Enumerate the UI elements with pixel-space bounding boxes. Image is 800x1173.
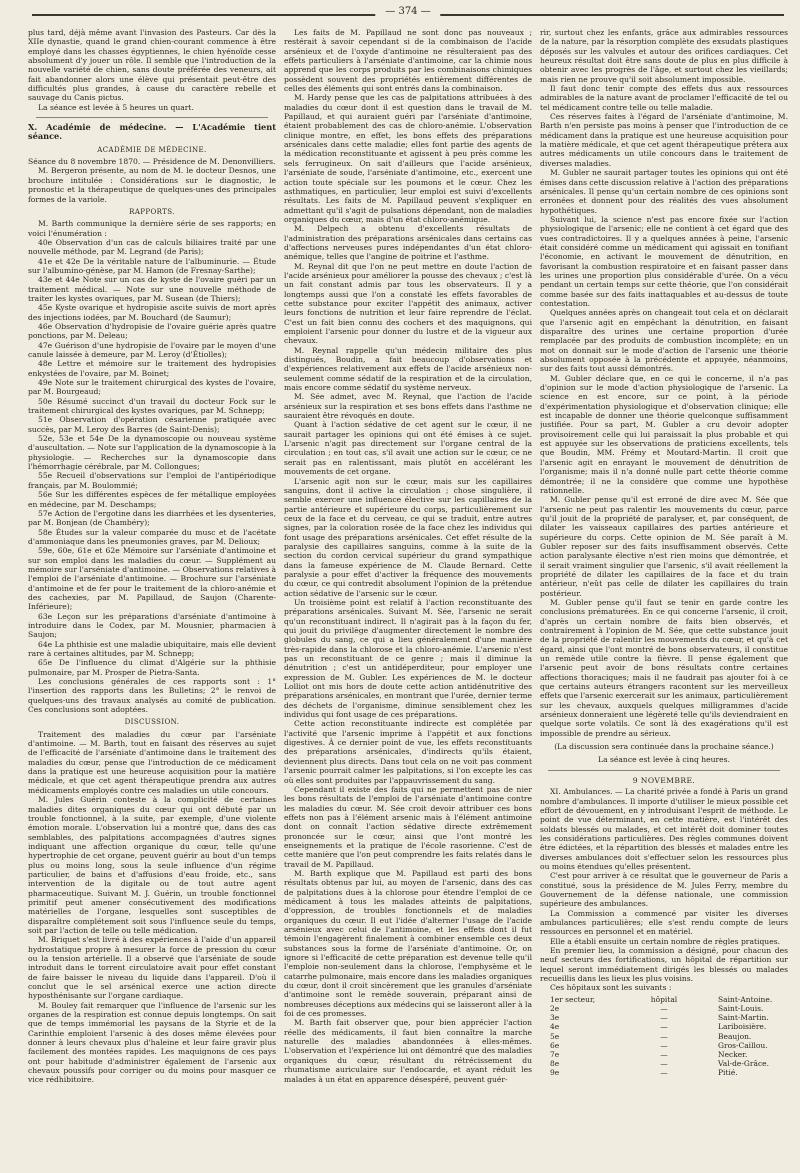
report-item: 65e De l'influence du climat d'Algérie sur la phthisie pulmonaire, par M. Prosper de Pietra-Santa. (28, 658, 276, 677)
hospital-row (550, 1004, 788, 1013)
sector: 4e (550, 1022, 560, 1032)
type: — (660, 1068, 668, 1078)
column-3 (540, 28, 788, 1168)
paragraph: Les faits de M. Papillaud ne sont donc pas nouveaux ; restérait à savoir cependant si de la combinaison de l'acide arsénieux et de l'oxyde d'antimoine ne résulteraient pas des effets particuliers à l'arséniate d'antimoine, car la chimie nous apprend que les corps produits par les combinaisons chimiques possèdent souvent des propriétés entièrement différentes de celles des éléments qui sont entrés dans la combinaison. (284, 28, 532, 94)
paragraph: M. Gubler pense qu'il est erroné de dire avec M. Sée que l'arsenic ne peut pas ralentir les mouvements du cœur, parce qu'il jouit de la propriété de paralyser, et, par conséquent, de dilater les vaisseaux capillaires des parties antérieure et supérieure du corps. Cette opinion de M. Sée paraît à M. Gubler reposer sur des faits insuffisamment observés. Cette action paralysante élective n'est rien moins que démontrée, et il serait vraiment singulier que l'arsenic, s'il avait réellement la propriété de dilater les capillaires de la face et du train antérieur, n'eût pas celle de dilater les capillaires du train postérieur. (540, 495, 788, 598)
hospital-name: Saint-Martin. (718, 1013, 769, 1023)
paragraph: M. Briquet s'est livré à des expériences à l'aide d'un appareil hydrostatique propre à mesurer la force de pression du cœur ou la tension artérielle. Il a observé que l'arséniate de soude introduit dans le torrent circulatoire avait pour effet constant de faire baisser le niveau du liquide dans l'appareil. D'où il conclut que le sel arsénical exerce une action directe hyposthénisante sur l'organe cardiaque. (28, 935, 276, 1001)
hospital-row (550, 1059, 788, 1068)
hospital-row (550, 1068, 788, 1077)
paragraph: Les conclusions générales de ces rapports sont : 1° l'insertion des rapports dans les Bulletins; 2° le renvoi de quelques-uns des travaux analysés au comité de publication. Ces conclusions sont adoptées. (28, 677, 276, 715)
paragraph: La séance est levée à 5 heures un quart. (38, 102, 194, 112)
type: — (660, 1013, 668, 1023)
paragraph: La séance est levée à cinq heures. (598, 755, 730, 765)
report-item: 48e Lettre et mémoire sur le traitement des hydropisies enkystées de l'ovaire, par M. Boinet; (28, 359, 276, 378)
report-item: 41e et 42e De la véritable nature de l'albuminurie. — Étude sur l'albumino-génèse, par M. Hamon (de Fresnay-Sarthe); (28, 256, 276, 275)
report-item: 52e, 53e et 54e De la dynamoscopie ou nouveau système d'auscultation. — Note sur l'application de la dynamoscopie à la physiologie. — Recherches sur la dynamoscopie dans l'hémorrhagie cérébrale, par M. Collongues; (28, 434, 276, 472)
type: — (660, 1049, 668, 1059)
hospital-row (550, 1022, 788, 1031)
column-2 (284, 28, 532, 1168)
hospital-name: Necker. (718, 1049, 748, 1059)
paragraph: Ces hôpitaux sont les suivants : (550, 983, 672, 993)
paragraph: M. Reynal rappelle qu'un médecin militaire des plus distingués, Boudin, a fait beaucoup d'observations et d'expériences relativement aux effets de l'acide arsénieux non-seulement comme sédatif de la respiration et de la circulation, mais encore comme sédatif du système nerveux. (284, 345, 532, 393)
paragraph: rir, surtout chez les enfants, grâce aux admirables ressources de la nature, par la résorption complète des exsudats plastiques déposés sur les valvules et autour des orifices cardiaques. Cet heureux résultat doit être sans doute de plus en plus difficile à obtenir avec les progrès de l'âge, et surtout chez les vieillards; mais rien ne prouve qu'il soit absolument impossible. (540, 28, 788, 84)
hospital-name: Saint-Louis. (718, 1003, 764, 1013)
paragraph: M. Barth explique que M. Papillaud est parti des bons résultats obtenus par lui, au moyen de l'arsenic, dans des cas de palpitations dues à la chlorose pour étendre l'emploi de ce médicament à tous les malades atteints de palpitations, d'oppression, de troubles fonctionnels et de maladies organiques du cœur. Il eut l'idée d'alterner l'usage de l'acide arsénieux avec celui de l'antimoine, et les effets dont il fut témoin l'engagèrent finalement à combiner ensemble ces deux substances sous la forme de l'arséniate d'antimoine. Or, on ignore si l'efficacité de cette préparation est devenue telle qu'il l'emploie non-seulement dans la chlorose, l'emphysème et le catarrhe pulmonaire, mais encore dans les maladies organiques du cœur, dont il croit sincèrement que les granules d'arséniate d'antimoine sont le remède souverain, préparant ainsi de nombreuses déceptions aux médecins qui se laisseront aller à la foi de ces promesses. (284, 868, 532, 1019)
paragraph: Elle a établi ensuite un certain nombre de règles pratiques. (550, 936, 781, 946)
paragraph: M. Gubler ne saurait partager toutes les opinions qui ont été émises dans cette discussion relative à l'action des préparations arsénicales. Il pense qu'un certain nombre de ces opinions sont erronées et donnent pour des réalités des vues absolument hypothétiques. (540, 168, 788, 215)
hospital-row (550, 1013, 788, 1022)
report-item: 45e Kyste ovarique et hydropisie ascite suivis de mort après des injections iodées, par M. Bouchard (de Saumur); (28, 303, 276, 322)
sector: 7e (550, 1049, 560, 1059)
type: — (660, 1003, 668, 1013)
divider (36, 117, 268, 118)
paragraph: M. Gubler déclare que, en ce qui le concerne, il n'a pas d'opinion sur le mode d'action physiologique de l'arsenic. La science en est encore, sur ce point, à la période d'expérimentation physiologique et d'observation clinique; elle est incapable de donner une théorie quelconque suffisamment justifiée. Pour sa part, M. Gubler a cru devoir adopter provisoirement celle qui lui paraissait la plus probable et qui est appuyée sur les observations de praticiens excellents, tels que Boudin, MM. Frémy et Moutard-Martin. Il croit que l'arsenic agit en enrayant le mouvement de dénutrition de l'organisme; mais il n'a donné nulle part cette théorie comme démontrée; il ne la considère que comme une hypothèse rationnelle. (540, 373, 788, 495)
paragraph: Quant à l'action sédative de cet agent sur le cœur, il ne saurait partager les opinions qui ont été émises à ce sujet. L'arsenic n'agit pas directement sur l'organe central de la circulation ; en tout cas, s'il avait une action sur le cœur, ce ne serait pas en ralentissant, mais plutôt en accélérant les mouvements de cet organe. (284, 420, 532, 477)
columns (28, 28, 788, 1168)
hospital-row (550, 1050, 788, 1059)
report-item: 57e Action de l'ergotine dans les diarrhées et les dysenteries, par M. Bonjean (de Chambéry); (28, 508, 276, 528)
divider (548, 770, 780, 771)
hospital-name: Lariboisière. (718, 1022, 767, 1032)
report-item: 43e et 44e Note sur un cas de kyste de l'ovaire guéri par un traitement médical. — Note sur une nouvelle méthode de traiter les kystes ovariques, par M. Susean (de Thiers); (28, 275, 276, 303)
type: hôpital (650, 994, 678, 1004)
paragraph: M. Barth communique la dernière série de ses rapports; en voici l'énumération : (28, 219, 276, 238)
paragraph: M. Jules Guérin conteste à la complicité de certaines maladies dites organiques du cœur qui ont débuté par un trouble fonctionnel, à la suite, par exemple, d'une violente émotion morale. L'observation lui a montré que, dans des cas semblables, des palpitations accompagnées d'autres signes indiquant une affection organique du cœur, telle qu'une hypertrophie de cet organe, peuvent guérir au bout d'un temps plus ou moins long, sous la seule influence d'un régime particulier, de bains et d'affusions d'eau froide, etc., sans intervention de la digitale ou de tout autre agent pharmaceutique. Suivant M. J. Guérin, un trouble fonctionnel primitif peut amener consécutivement des modifications matérielles de l'organe, lesquelles sont susceptibles de disparaître complétement soit sous l'influence seule du temps, soit par l'action de telle ou telle médication. (28, 795, 276, 935)
section-title: X. Académie de médecine. — L'Académie tient séance. (28, 122, 276, 142)
page-number: — 374 — (375, 6, 440, 17)
paragraph: Il faut donc tenir compte des effets dus aux ressources admirables de la nature avant de proclamer l'efficacité de tel ou tel médicament contre telle ou telle maladie. (540, 84, 788, 112)
report-item: 55e Recueil d'observations sur l'emploi de l'antipériodique français, par M. Boulommié; (28, 471, 276, 490)
paragraph: plus tard, déjà même avant l'invasion des Pasteurs. Car dès la XIIe dynastie, quand le grand chien-courant commence à être employé dans les chasses égyptiennes, le chien hyénoïde cesse absolument d'y jouer un rôle. Il semble que l'introduction de la nouvelle variété de chien, sans doute préférée des veneurs, ait fait abandonner alors une élève qui présentait peut-être des difficultés plus grandes, à cause du caractère rebelle et sauvage du Canis pictus. (28, 28, 276, 103)
type: — (660, 1022, 668, 1032)
section-heading: ACADÉMIE DE MÉDECINE. (97, 145, 207, 154)
sector: 8e (550, 1059, 560, 1069)
report-item: 58e Études sur la valeur comparée du musc et de l'acétate d'ammoniaque dans les pneumonies graves, par M. Delioux; (28, 527, 276, 546)
paragraph: En premier lieu, la commission a désigné, pour chacun des neuf secteurs des fortifications, un hôpital de répartition sur lequel seront immédiatement dirigés les blessés ou malades recueillis dans les lieux les plus voisins. (540, 946, 788, 984)
paragraph: Cependant il existe des faits qui ne permettent pas de nier les bons résultats de l'emploi de l'arséniate d'antimoine contre les maladies du cœur. M. Sée croit devoir attribuer ces bons effets non pas à l'élément arsenic mais à l'élément antimoine dont on connaît l'action sédative directe extrêmement prononcée sur le cœur, ainsi que l'ont montré les enseignements et la pratique de l'école rasorienne. C'est de cette manière que l'on peut comprendre les faits relatés dans le travail de M. Papillaud. (284, 784, 532, 869)
paragraph: XI. Ambulances. — La charité privée a fondé à Paris un grand nombre d'ambulances. Il importe d'utiliser le mieux possible cet effort de dévouement, en y introduisant l'esprit de méthode. Le point de vue déterminant, en cette matière, est l'intérêt des soldats blessés ou malades, et cet intérêt doit dominer toutes les considérations particulières. Des règles communes doivent être édictées, et la répartition des blessés et malades entre les diverses ambulances doit s'effectuer selon les ressources plus ou moins étendues qu'elles présentent. (540, 787, 788, 871)
report-item: 50e Résumé succinct d'un travail du docteur Fock sur le traitement chirurgical des kystes ovariques, par M. Schnepp; (28, 396, 276, 416)
hospital-row (550, 995, 788, 1004)
sector: 3e (550, 1013, 560, 1023)
paragraph: M. Hardy pense que les cas de palpitations attribuées à des maladies du cœur dont il est question dans le travail de M. Papillaud, et qui auraient guéri par l'arséniate d'antimoine, étaient probablement des cas de chloro-anémie. L'observation clinique montre, en effet, les bons effets des préparations arsénicales dans cette maladie; elles font partie des agents de la médication reconstituante et agissent à peu près comme les sels ferrugineux. On sait d'ailleurs que l'acide arsénieux, l'arséniate de soude, l'arséniate d'antimoine, etc., exercent une action toute spéciale sur les poumons et le cœur. Chez les asthmatiques, en particulier, leur emploi est suivi d'excellents résultats. Les faits de M. Papillaud peuvent s'expliquer en admettant qu'il s'agit de pulsations dépendant, non de maladies organiques du cœur, mais d'un état chloro-anémique. (284, 93, 532, 224)
type: — (660, 1040, 668, 1050)
report-item: 46e Observation d'hydropisie de l'ovaire guérie après quatre ponctions, par M. Deleau; (28, 321, 276, 341)
paragraph: M. Bouley fait remarquer que l'influence de l'arsenic sur les organes de la respiration est connue depuis longtemps. On sait que de temps immémorial les paysans de la Styrie et de la Carinthie emploient l'arsenic à des doses même élevées pour donner à leurs chevaux plus d'haleine et leur faire gravir plus facilement des montées rapides. Les maquignons de ces pays ont pour habitude d'administrer également de l'arsenic aux chevaux poussifs pour corriger ou du moins pour masquer ce vice rédhibitoire. (28, 1000, 276, 1085)
session-line: Séance du 8 novembre 1870. — Présidence de M. Denonvilliers. (28, 157, 276, 167)
paragraph: La Commission a commencé par visiter les diverses ambulances particulières; elle s'est rendu compte de leurs ressources en personnel et en matériel. (540, 908, 788, 937)
hospital-row (550, 1032, 788, 1041)
report-item: 47e Guérison d'une hydropisie de l'ovaire par le moyen d'une canule laissée à demeure, par M. Leroy (d'Étiolles); (28, 340, 276, 359)
report-item: 64e La phthisie est une maladie ubiquitaire, mais elle devient rare à certaines altitudes, par M. Schnepp; (28, 639, 276, 658)
paragraph: M. Bergeron présente, au nom de M. le docteur Desnos, une brochure intitulée : Considérations sur le diagnostic, le pronostic et la thérapeutique de quelques-unes des principales formes de la variole. (28, 166, 276, 204)
report-item: 56e Sur les différentes espèces de fer métallique employées en médecine, par M. Deschamps; (28, 490, 276, 509)
sector: 1er secteur, (550, 994, 596, 1004)
paragraph: M. Reynal dit que l'on ne peut mettre en doute l'action de l'acide arsénieux pour améliorer la pousse des chevaux ; c'est là un fait constant admis par tous les observateurs. Il y a longtemps aussi que l'on a constaté les effets favorables de cette substance pour exciter l'appétit des animaux, activer leurs fonctions de nutrition et leur faire reprendre de l'éclat. C'est un fait bien connu des cochers et des maquignons, qui emploient l'arsenic pour donner du lustre et de la vigueur aux chevaux. (284, 261, 532, 346)
hospital-row (550, 1041, 788, 1050)
sector: 9e (550, 1068, 560, 1078)
report-item: 63e Leçon sur les préparations d'arséniate d'antimoine à introduire dans le Codex, par M. Mousnier, pharmacien à Saujon; (28, 611, 276, 640)
report-item: 59e, 60e, 61e et 62e Mémoire sur l'arséniate d'antimoine et sur son emploi dans les maladies du cœur. — Supplément au mémoire sur l'arséniate d'antimoine. — Observations relatives à l'emploi de l'arséniate d'antimoine. — Brochure sur l'arséniate d'antimoine et de fer pour le traitement de la chloro-anémie et des cachexies, par M. Papillaud, de Saujon (Charente-Inférieure); (28, 546, 276, 612)
subheading: DISCUSSION. (124, 718, 180, 727)
page-header (32, 6, 784, 24)
column-1 (28, 28, 276, 1168)
type: — (660, 1059, 668, 1069)
sector: 5e (550, 1031, 560, 1041)
type: — (660, 1031, 668, 1041)
hospital-name: Beaujon. (718, 1031, 752, 1041)
paragraph: (La discussion sera continuée dans la prochaine séance.) (554, 742, 774, 752)
subheading: RAPPORTS. (129, 207, 175, 216)
report-item: 40e Observation d'un cas de calculs biliaires traité par une nouvelle méthode, par M. Legrand (de Paris); (28, 237, 276, 257)
paragraph: M. Delpech a obtenu d'excellents résultats de l'administration des préparations arsénicales dans certains cas d'affections nerveuses pures indépendantes d'un état chloro-anémique, telles que l'angine de poitrine et l'asthme. (284, 224, 532, 262)
paragraph: Traitement des maladies du cœur par l'arséniate d'antimoine. — M. Barth, tout en faisant des réserves au sujet de l'efficacité de l'arséniate d'antimoine dans le traitement des maladies du cœur, pense que l'introduction de ce médicament dans la pratique est une heureuse acquisition pour la matière médicale, et que cet agent thérapeutique prendra aux autres médicaments employés contre ces maladies un utile concours. (28, 729, 276, 795)
paragraph: M. Gubler pense qu'il faut se tenir en garde contre les conclusions prématurées. En ce qui concerne l'arsenic, il croit, d'après un certain nombre de faits bien observés, et contrairement à l'opinion de M. Sée, que cette substance jouit de la propriété de ralentir les mouvements du cœur, et qu'à cet égard, ainsi que l'ont montré de bons observateurs, il constitue un remède utile contre la fièvre. Il pense également que l'arsenic peut avoir de bons résultats contre certaines affections thoraciques; mais il ne faudrait pas ajouter foi à ce que certains auteurs étrangers racontent sur les merveilleux effets que l'arsenic exercerait sur les animaux, particulièrement sur les chevaux, auxquels quelques milligrammes d'acide arsénieux donneraient une légèreté telle qu'ils deviendraient en quelque sorte volatils. Ce sont là des exagérations qu'il est impossible de prendre au sérieux. (540, 597, 788, 738)
paragraph: Un troisième point est relatif à l'action reconstituante des préparations arsénicales. Suivant M. Sée, l'arsenic ne serait qu'un reconstituant indirect. Il n'agirait pas à la façon du fer, qui jouit du privilège d'augmenter directement le nombre des globules du sang, ce qui a lieu généralement d'une manière très-rapide dans la chlorose et la chloro-anémie. L'arsenic n'est pas un reconstituant de ce genre ; mais il diminue la dénutrition ; c'est un antidéperditeur, pour employer une expression de M. Gubler. Les expériences de M. le docteur Lolliot ont mis hors de doute cette action antidénutritive des préparations arsénicales, en montrant que l'urée, dernier terme des déchets de l'organisme, diminue sensiblement chez les individus qui font usage de ces préparations. (284, 597, 532, 720)
paragraph: M. Barth fait observer que, pour bien apprécier l'action réelle des médicaments, il faut bien connaître la marche naturelle des maladies abandonnées à elles-mêmes. L'observation et l'expérience lui ont démontré que des maladies organiques du cœur, résultant du rétrécissement du rhumatisme auriculaire sur l'endocarde, et ayant réduit les malades à un état en apparence désespéré, peuvent guér- (284, 1018, 532, 1084)
hospital-name: Pitié. (718, 1068, 738, 1078)
paragraph: Cette action reconstituante indirecte est complétée par l'activité que l'arsenic imprime à l'appétit et aux fonctions digestives. À ce dernier point de vue, les effets reconstituants des préparations arsénicales, d'indirects qu'ils étaient, deviennent plus directs. Dans tout cela on ne voit pas comment l'arsenic pourrait calmer les palpitations, si l'on excepte les cas où elles sont produites par l'appauvrissement du sang. (284, 719, 532, 785)
hospital-name: Saint-Antoine. (718, 994, 773, 1004)
report-item: 51e Observation d'opération césarienne pratiquée avec succès, par M. Leroy des Barres (de Saint-Denis); (28, 415, 276, 434)
paragraph: Ces réserves faites à l'égard de l'arséniate d'antimoine, M. Barth n'en persiste pas moins à penser que l'introduction de ce médicament dans la pratique est une heureuse acquisition pour la matière médicale, et que cet agent thérapeutique prêtera aux autres médicaments un utile concours dans le traitement de diverses maladies. (540, 112, 788, 168)
date-heading: 9 NOVEMBRE. (632, 775, 696, 785)
sector: 6e (550, 1040, 560, 1050)
paragraph: Suivant lui, la science n'est pas encore fixée sur l'action physiologique de l'arsenic; elle ne contient à cet égard que des vues contradictoires. Il y a quelques années à peine, l'arsenic était considéré comme un médicament qui agissait en tonifiant l'économie, en activant le mouvement de dénutrition, en favorisant la combustion respiratoire et en faisant passer dans les urines une proportion plus considérable d'urée. On a vécu pendant un certain temps sur cette théorie, que l'on considérait comme basée sur des faits inattaquables et au-dessus de toute contestation. (540, 214, 788, 308)
sector: 2e (550, 1003, 560, 1013)
hospital-list (550, 995, 788, 1078)
paragraph: Quelques années après on changeait tout cela et on déclarait que l'arsenic agit en empêchant la dénutrition, en faisant disparaître des urines une certaine proportion d'urée remplacée par des produits de combustion incomplète; en un mot on donnait sur le mode d'action de l'arsenic une théorie absolument opposée à la précédente et appuyée, néanmoins, sur des faits tout aussi démontrés. (540, 308, 788, 374)
paragraph: L'arsenic agit non sur le cœur, mais sur les capillaires sanguins, dont il active la circulation ; chose singulière, il semble exercer une influence élective sur les capillaires de la partie antérieure et supérieure du corps, particulièrement sur ceux de la face et du cerveau, ce qui se traduit, entre autres signes, par la coloration rosée de la face chez les individus qui font usage des préparations arsénicales. Cet effet résulte de la paralysie des capillaires sanguins, comme à la suite de la section du cordon cervical supérieur du grand sympathique dans la fameuse expérience de M. Claude Bernard. Cette paralysie a pour effet d'activer la fréquence des mouvements du cœur, ce qui contredit absolument l'opinion de la prétendue action sédative de l'arsenic sur le cœur. (284, 476, 532, 598)
hospital-name: Val-de-Grâce. (718, 1059, 769, 1069)
paragraph: C'est pour arriver à ce résultat que le gouverneur de Paris a constitué, sous la présidence de M. Jules Ferry, membre du Gouvernement de la défense nationale, une commission supérieure des ambulances. (540, 871, 788, 909)
report-item: 49e Note sur le traitement chirurgical des kystes de l'ovaire, par M. Bourgeaud; (28, 378, 276, 397)
paragraph: M. Sée admet, avec M. Reynal, que l'action de l'acide arsénieux sur la respiration et ses bons effets dans l'asthme ne sauraient être révoqués en doute. (284, 392, 532, 421)
hospital-name: Gros-Caillou. (718, 1040, 768, 1050)
